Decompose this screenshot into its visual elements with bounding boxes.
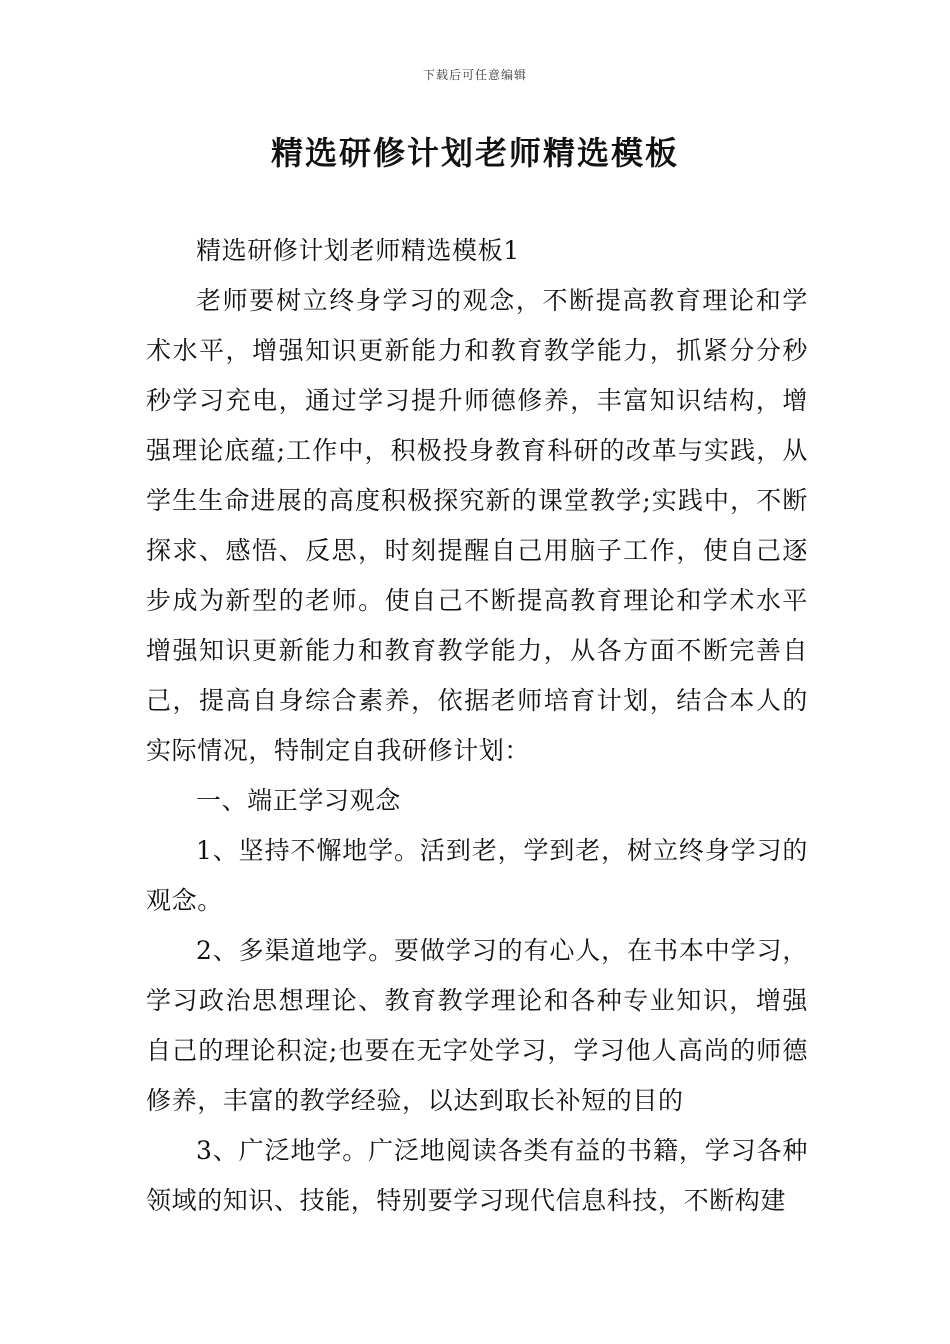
list-item: 2、多渠道地学。要做学习的有心人，在书本中学习，学习政治思想理论、教育教学理论和各种专业知识，增强自己的理论积淀;也要在无字处学习，学习他人高尚的师德修养，丰富的教学经验，以达到取长补短的目的 [146,936,808,1115]
section-heading: 精选研修计划老师精选模板1 [196,236,520,265]
subsection-heading: 一、端正学习观念 [196,786,401,815]
list-item: 3、广泛地学。广泛地阅读各类有益的书籍，学习各种领域的知识、技能，特别要学习现代信息科技，不断构建 [146,1136,808,1215]
body-paragraph: 老师要树立终身学习的观念，不断提高教育理论和学术水平，增强知识更新能力和教育教学能力，抓紧分分秒秒学习充电，通过学习提升师德修养，丰富知识结构，增强理论底蕴;工作中，积极投身教育科研的改革与实践，从学生生命进展的高度积极探究新的课堂教学;实践中，不断探求、感悟、反思，时刻提醒自己用脑子工作，使自己逐步成为新型的老师。使自己不断提高教育理论和学术水平增强知识更新能力和教育教学能力，从各方面不断完善自己，提高自身综合素养，依据老师培育计划，结合本人的实际情况，特制定自我研修计划： [146,286,808,765]
document-title: 精选研修计划老师精选模板 [270,134,679,172]
header-note: 下载后可任意编辑 [422,68,527,82]
list-item: 1、坚持不懈地学。活到老，学到老，树立终身学习的观念。 [146,836,808,915]
document-body [146,226,808,1226]
